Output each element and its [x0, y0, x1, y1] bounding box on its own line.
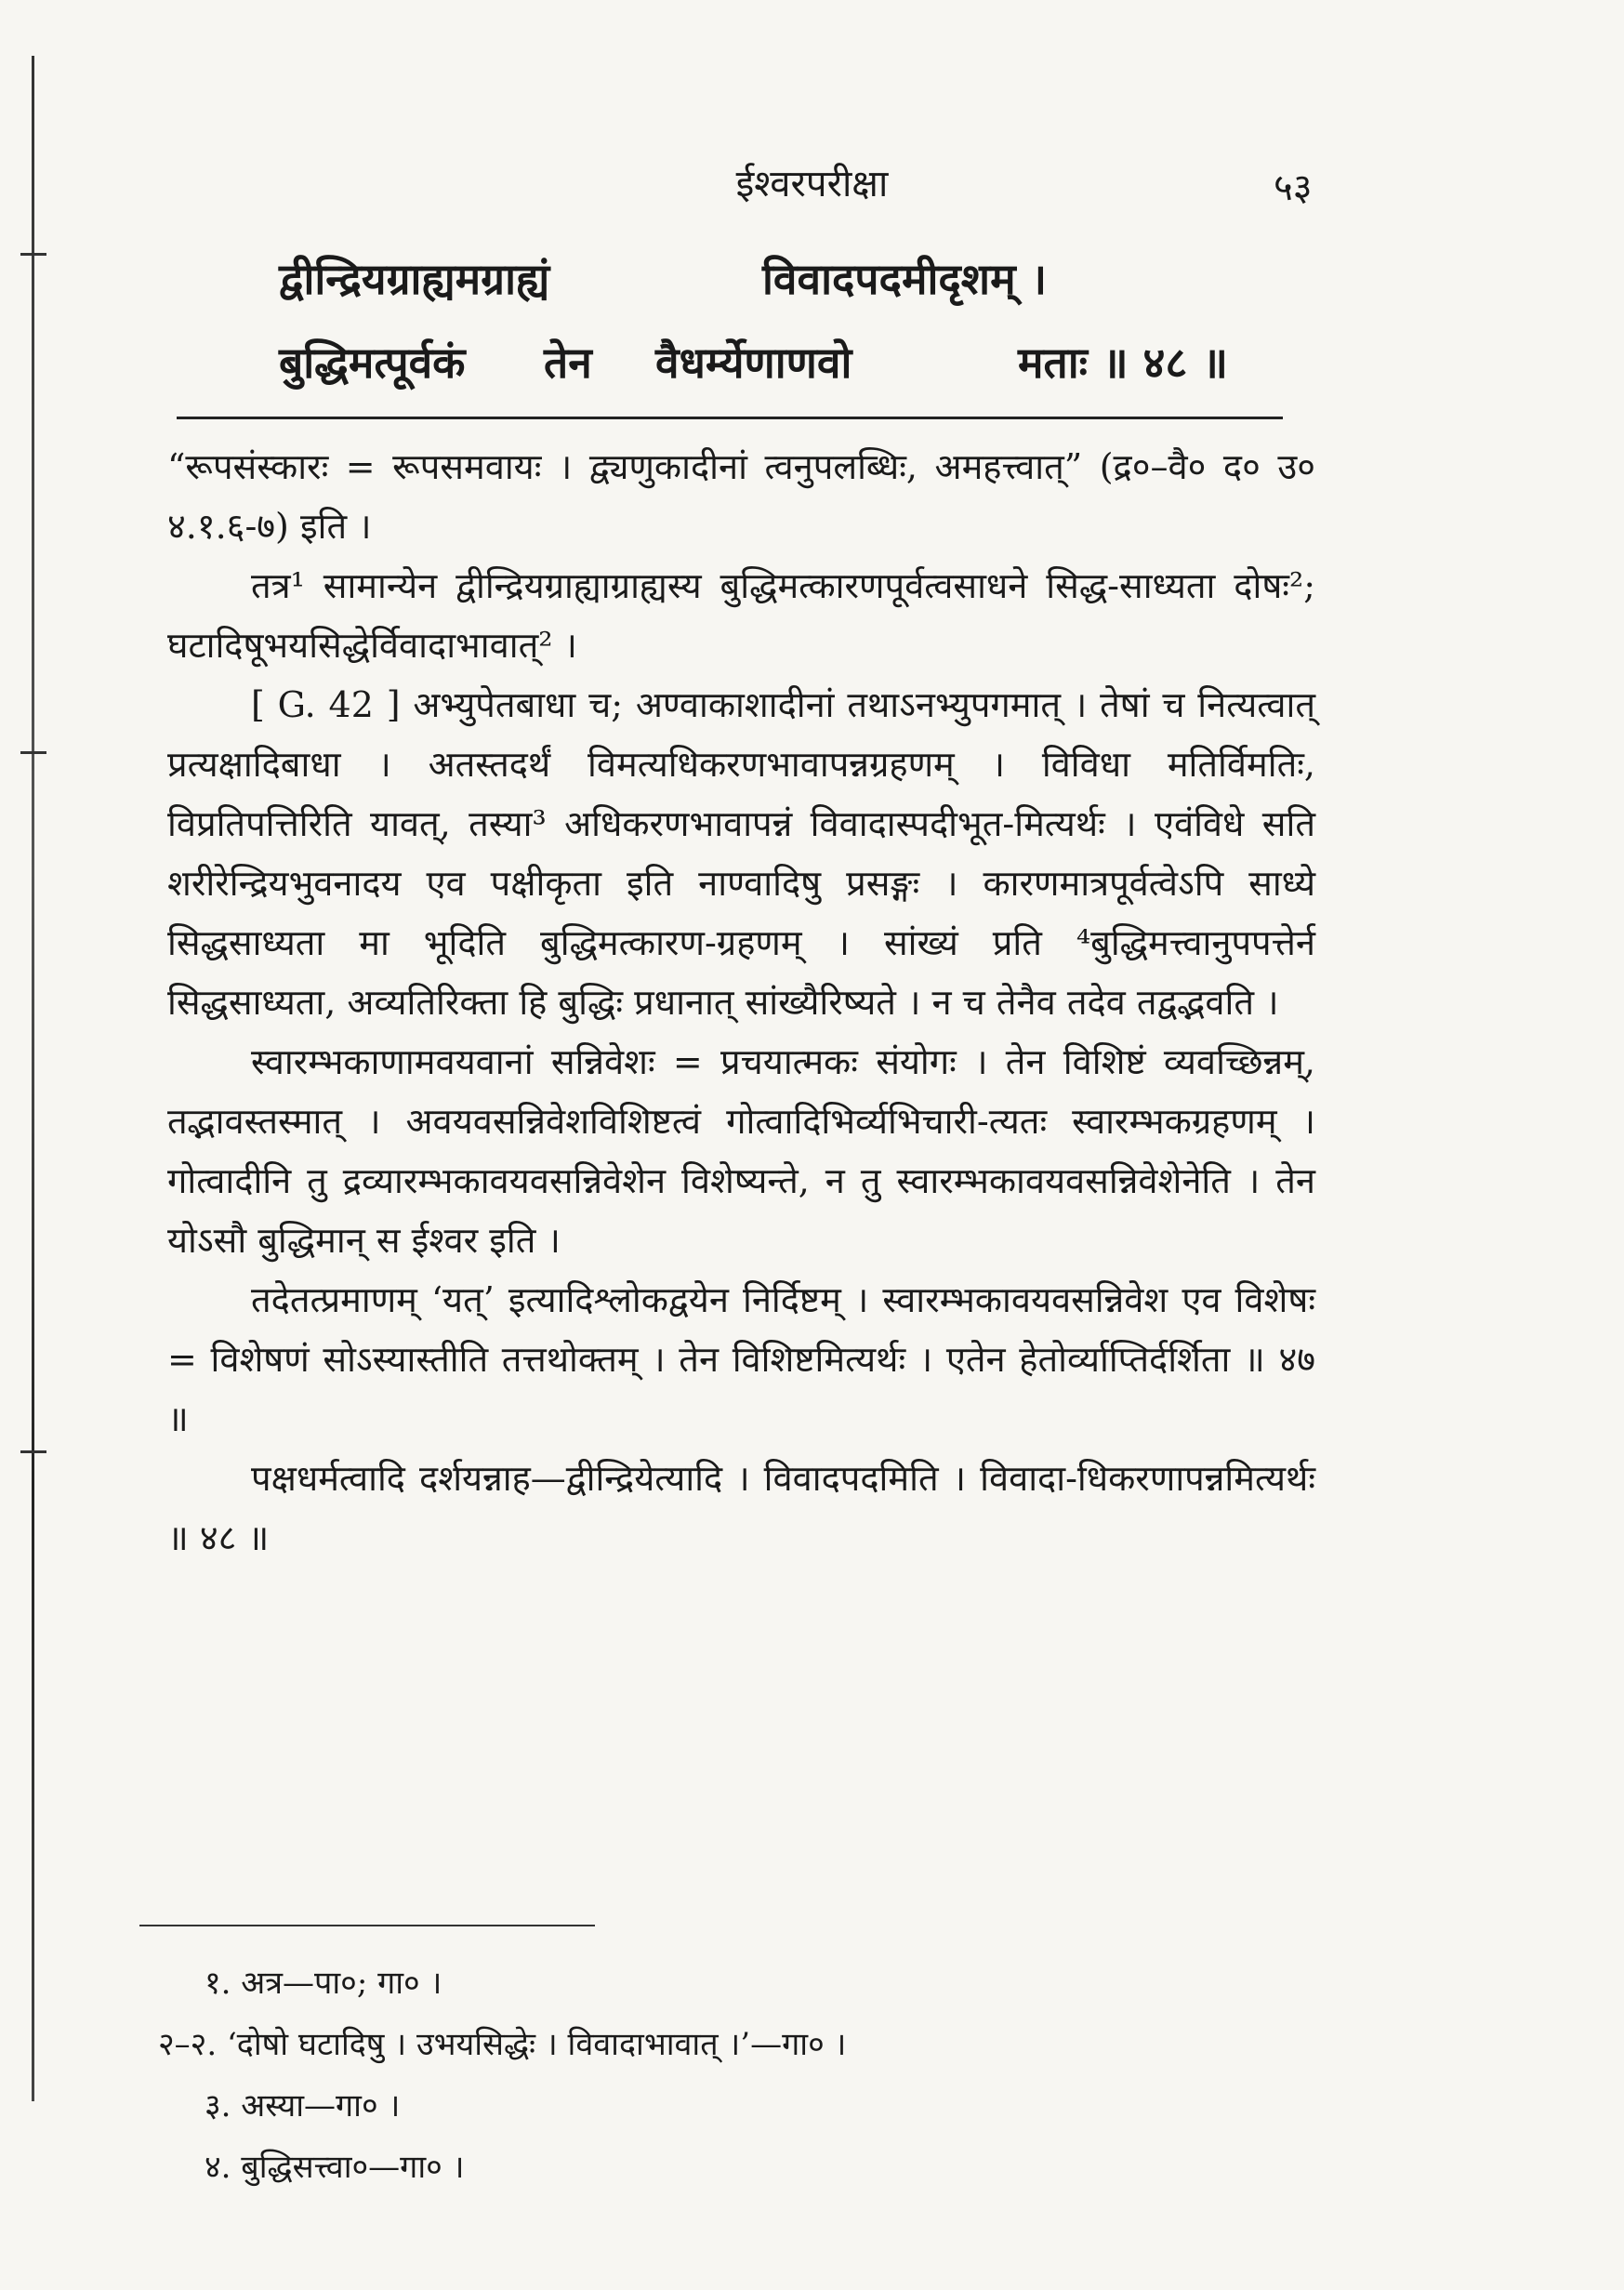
commentary-paragraph: “रूपसंस्कारः = रूपसमवायः । द्व्यणुकादीनां त्वनुपलब्धिः, अमहत्त्वात्” (द्र०–वै० द० उ० ४.१.६-७) इति । [167, 446, 1315, 547]
verse-line2-part2: तेन [544, 338, 592, 388]
verse-line2-part3: वैधर्म्येणाणवो [655, 338, 852, 388]
commentary-paragraph: तदेतत्प्रमाणम् ‘यत्’ इत्यादिश्लोकद्वयेन निर्दिष्टम् । स्वारम्भकावयवसन्निवेश एव विशेषः = विशेषणं सोऽस्यास्तीति तत्तथोक्तम् । तेन विशिष्टमित्यर्थः । एतेन हेतोर्व्याप्तिर्दर्शिता ॥ ४७ ॥ [167, 1279, 1315, 1439]
footnote: २–२. ‘दोषो घटादिषु । उभयसिद्धेः । विवादाभावात् ।’—गा० । [158, 2026, 847, 2063]
commentary [167, 437, 1315, 1568]
commentary-paragraph: तत्र¹ सामान्येन द्वीन्द्रियग्राह्याग्राह्यस्य बुद्धिमत्कारणपूर्वत्वसाधने सिद्ध-साध्यता दोषः²; घटादिषूभयसिद्धेर्विवादाभावात्² । [167, 565, 1315, 666]
footnote-divider [139, 1925, 595, 1926]
binding-mark [20, 253, 46, 256]
commentary-paragraph: [ G. 42 ] अभ्युपेतबाधा च; अण्वाकाशादीनां तथाऽनभ्युपगमात् । तेषां च नित्यत्वात् प्रत्यक्षादिबाधा । अतस्तदर्थं विमत्यधिकरणभावापन्नग्रहणम् । विविधा मतिर्विमतिः, विप्रतिपत्तिरिति यावत्, तस्या³ अधिकरणभावापन्नं विवादास्पदीभूत-मित्यर्थः । एवंविधे सति शरीरेन्द्रियभुवनादय एव पक्षीकृता इति नाण्वादिषु प्रसङ्गः । कारणमात्रपूर्वत्वेऽपि साध्ये सिद्धसाध्यता मा भूदिति बुद्धिमत्कारण-ग्रहणम् । सांख्यं प्रति ⁴बुद्धिमत्त्वानुपपत्तेर्न सिद्धसाध्यता, अव्यतिरिक्ता हि बुद्धिः प्रधानात् सांख्यैरिष्यते । न च तेनैव तदेव तद्वद्भवति । [167, 684, 1315, 1023]
verse-line1-part2: विवादपदमीदृशम् । [762, 254, 1048, 304]
running-head: ईश्वरपरीक्षा [735, 163, 889, 205]
footnotes [158, 1952, 846, 2198]
footnote: ४. बुद्धिसत्त्वा०—गा० । [205, 2149, 465, 2186]
verse-line1-part1: द्वीन्द्रियग्राह्यमग्राह्यं [279, 254, 550, 304]
footnote: १. अत्र—पा०; गा० । [205, 1965, 442, 2002]
binding-mark [20, 1450, 46, 1453]
commentary-paragraph: स्वारम्भकाणामवयवानां सन्निवेशः = प्रचयात्मकः संयोगः । तेन विशिष्टं व्यवच्छिन्नम्, तद्भावस्तस्मात् । अवयवसन्निवेशविशिष्टत्वं गोत्वादिभिर्व्यभिचारी-त्यतः स्वारम्भकग्रहणम् । गोत्वादीनि तु द्रव्यारम्भकावयवसन्निवेशेन विशेष्यन्ते, न तु स्वारम्भकावयवसन्निवेशेनेति । तेन योऽसौ बुद्धिमान् स ईश्वर इति । [167, 1041, 1315, 1261]
page-number: ५३ [1274, 166, 1313, 209]
binding-edge [32, 56, 34, 2101]
verse-line2-part4: मताः ॥ ४८ ॥ [1018, 338, 1228, 388]
binding-mark [20, 751, 46, 754]
verse-divider [177, 417, 1283, 419]
verse-line2-part1: बुद्धिमत्पूर्वकं [279, 338, 466, 388]
commentary-paragraph: पक्षधर्मत्वादि दर्शयन्नाह—द्वीन्द्रियेत्यादि । विवादपदमिति । विवादा-धिकरणापन्नमित्यर्थः ॥ ४८ ॥ [167, 1458, 1315, 1558]
footnote: ३. अस्या—गा० । [205, 2087, 401, 2125]
